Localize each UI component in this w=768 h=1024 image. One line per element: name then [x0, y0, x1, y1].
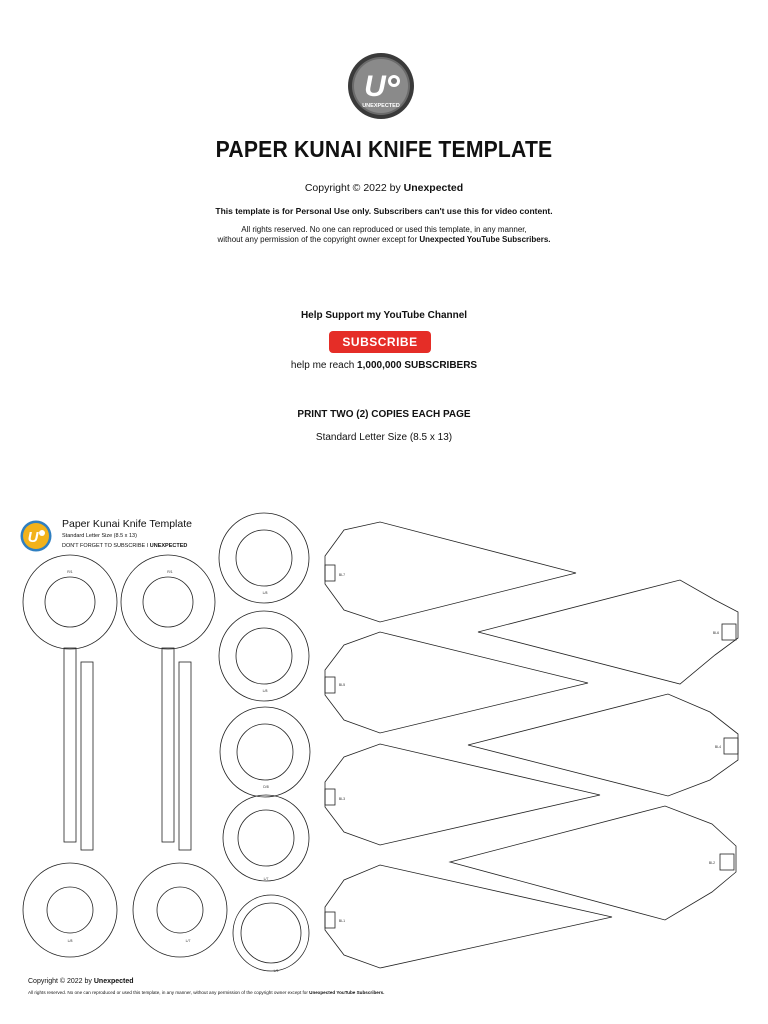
label-ring-c: L/8	[67, 939, 73, 943]
help-support-text: Help Support my YouTube Channel	[300, 310, 468, 321]
print-copies-instruction: PRINT TWO (2) COPIES EACH PAGE	[297, 409, 471, 420]
logo-brand-text: UNEXPECTED	[362, 103, 400, 109]
label-blade-7: BL1	[338, 919, 346, 923]
label-ring-b: R/1	[167, 570, 173, 574]
sheet-title: Paper Kunai Knife Template	[62, 518, 192, 530]
sheet-footer-copyright	[28, 978, 134, 985]
footer-rights-bold: Unexpected YouTube Subscribers.	[309, 990, 385, 995]
paper-size-instruction: Standard Letter Size (8.5 x 13)	[315, 432, 453, 443]
reach-prefix: help me reach	[290, 360, 358, 371]
footer-copyright-owner: Unexpected	[93, 978, 134, 985]
reach-bold: 1,000,000 SUBSCRIBERS	[357, 360, 478, 371]
label-blade-1: BL7	[338, 573, 346, 577]
label-circle-5: L/2	[273, 969, 279, 973]
label-circle-1: L/8	[262, 591, 268, 595]
footer-rights-prefix: All rights reserved. No one can reproduced or used this template, in any manner, without any permission of the copyright owner except for	[28, 990, 310, 995]
ring-circles	[219, 513, 310, 971]
rights-line-1: All rights reserved. No one can reproduced or used this template, in any manner,	[241, 225, 527, 234]
label-blade-2: BL6	[712, 631, 720, 635]
footer-copyright-prefix: Copyright © 2022 by	[28, 978, 94, 985]
sheet-paper-size: Standard Letter Size (8.5 x 13)	[62, 533, 137, 539]
label-circle-4: L/7	[263, 877, 269, 881]
label-circle-3: D/8	[263, 785, 269, 789]
label-blade-3: BL5	[338, 683, 346, 687]
label-blade-6: BL2	[708, 861, 716, 865]
subscribe-button[interactable]: SUBSCRIBE	[329, 331, 431, 353]
label-ring-a: R/1	[67, 570, 73, 574]
copyright-owner: Unexpected	[403, 182, 464, 194]
label-circle-2: L/8	[262, 689, 268, 693]
personal-use-notice: This template is for Personal Use only. Subscribers can't use this for video content.	[215, 206, 553, 216]
sheet-logo	[20, 520, 52, 552]
label-blade-4: BL4	[714, 745, 722, 749]
sheet-reminder-bold: UNEXPECTED	[149, 543, 188, 549]
copyright-prefix: Copyright © 2022 by	[304, 182, 404, 194]
sheet-reminder-prefix: DON'T FORGET TO SUBSCRIBE I	[62, 543, 150, 549]
blade-shapes	[325, 522, 738, 968]
handle-piece-right	[121, 555, 227, 957]
handle-piece-left	[23, 555, 117, 957]
label-ring-d: L/7	[185, 939, 191, 943]
page-title: PAPER KUNAI KNIFE TEMPLATE	[215, 136, 553, 162]
rights-line-2-bold: Unexpected YouTube Subscribers.	[419, 235, 551, 244]
sheet-footer-rights	[28, 990, 384, 995]
sheet-logo-letter: U	[27, 529, 39, 546]
sheet-reminder	[62, 543, 187, 549]
rights-line-2-prefix: without any permission of the copyright owner except for	[217, 235, 420, 244]
label-blade-5: BL3	[338, 797, 346, 801]
logo-letter: U	[364, 70, 386, 103]
